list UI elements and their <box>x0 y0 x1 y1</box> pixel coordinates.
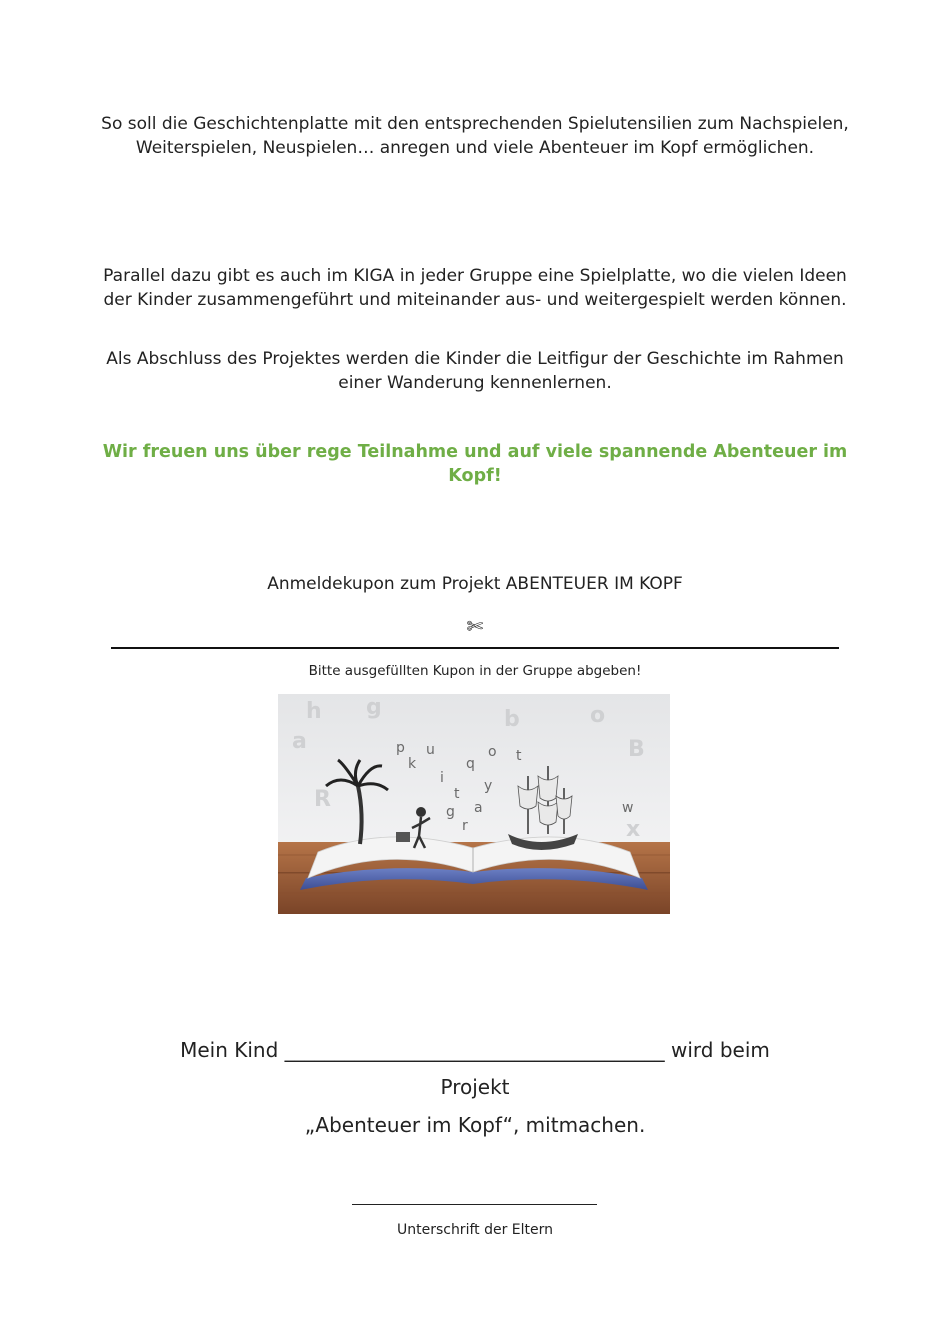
child-name-line: Mein Kind ______________________________________ wird beim <box>180 1038 770 1062</box>
svg-text:a: a <box>292 729 307 754</box>
svg-text:w: w <box>622 800 634 816</box>
svg-text:x: x <box>626 817 641 842</box>
signature-label: Unterschrift der Eltern <box>396 1222 554 1238</box>
intro-paragraph-2: Parallel dazu gibt es auch im KIGA in jeder Gruppe eine Spielplatte, wo die vielen Ideen der Kinder zusammengeführt und miteinander aus- und weitergespielt werden können. <box>103 266 847 310</box>
signature-line <box>352 1204 597 1205</box>
svg-text:R: R <box>314 787 331 812</box>
svg-text:i: i <box>440 770 444 786</box>
intro-paragraph-1: So soll die Geschichtenplatte mit den entsprechenden Spielutensilien zum Nachspielen, Weiterspielen, Neuspielen… anregen und viele Abenteuer im Kopf ermöglichen. <box>101 114 849 158</box>
svg-text:t: t <box>454 786 460 802</box>
scissors-icon: ✄ <box>466 614 484 638</box>
svg-text:k: k <box>408 756 417 772</box>
svg-text:g: g <box>366 695 382 720</box>
svg-text:u: u <box>426 742 435 758</box>
svg-text:p: p <box>396 740 405 756</box>
svg-text:o: o <box>488 744 497 760</box>
svg-text:b: b <box>504 707 520 732</box>
svg-text:o: o <box>590 703 606 728</box>
coupon-instruction: Bitte ausgefüllten Kupon in der Gruppe abgeben! <box>308 663 642 679</box>
svg-text:r: r <box>462 818 468 834</box>
cut-line <box>111 647 839 649</box>
svg-text:B: B <box>628 737 645 762</box>
participation-line: „Abenteuer im Kopf“, mitmachen. <box>304 1113 646 1137</box>
svg-text:h: h <box>306 699 322 724</box>
highlight-message: Wir freuen uns über rege Teilnahme und auf viele spannende Abenteuer im Kopf! <box>102 442 848 486</box>
svg-text:q: q <box>466 756 475 772</box>
svg-text:g: g <box>446 804 455 820</box>
svg-text:t: t <box>516 748 522 764</box>
svg-text:a: a <box>474 800 483 816</box>
project-line: Projekt <box>440 1075 510 1099</box>
svg-text:y: y <box>484 778 493 794</box>
book-illustration <box>278 694 670 914</box>
coupon-title: Anmeldekupon zum Projekt ABENTEUER IM KOPF <box>267 574 683 594</box>
intro-paragraph-3: Als Abschluss des Projektes werden die Kinder die Leitfigur der Geschichte im Rahmen einer Wanderung kennenlernen. <box>106 349 844 393</box>
